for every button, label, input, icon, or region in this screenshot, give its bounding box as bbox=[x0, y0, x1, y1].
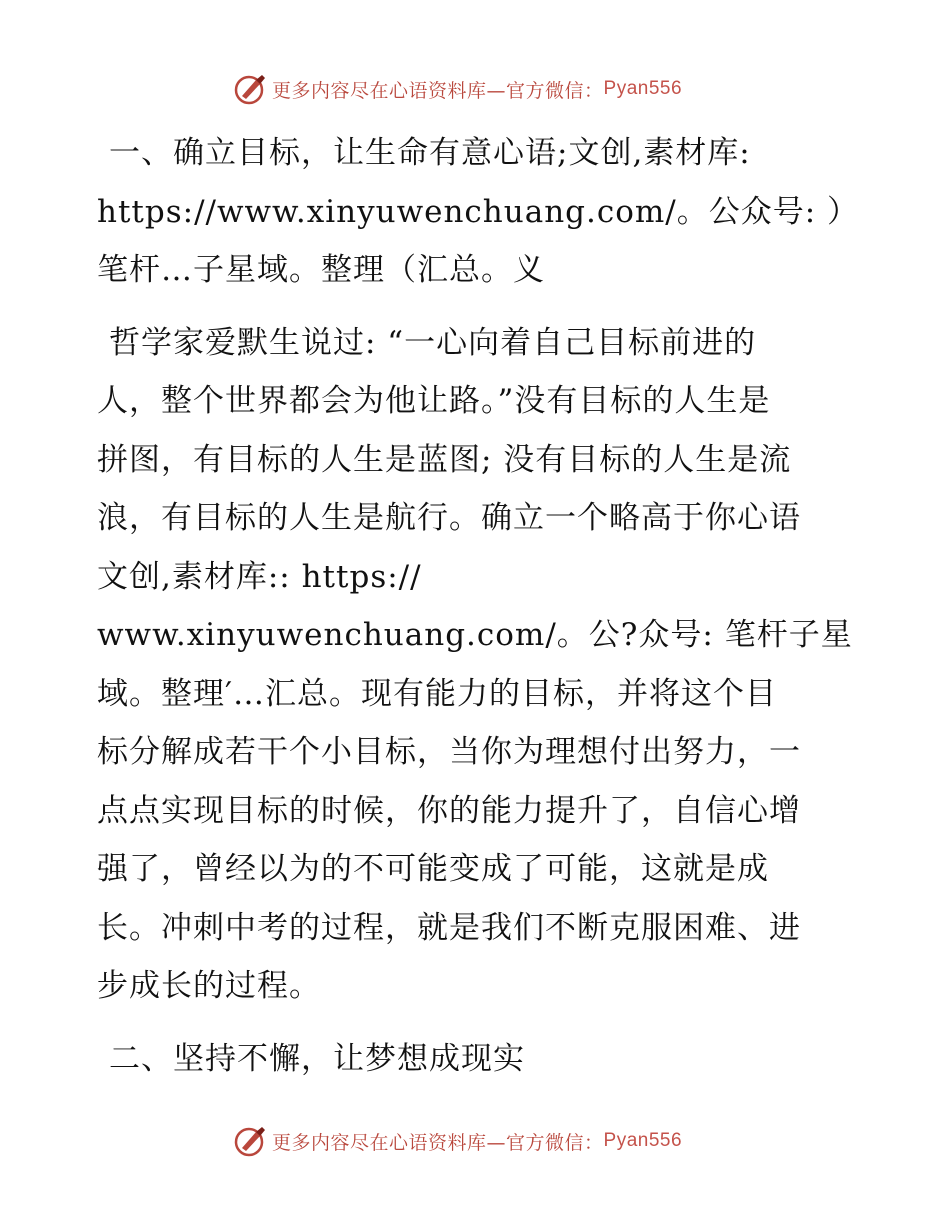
doc-line: 标分解成若干个小目标，当你为理想付出努力，一 bbox=[97, 734, 801, 770]
doc-line: 强了，曾经以为的不可能变成了可能，这就是成 bbox=[97, 851, 769, 887]
section-1 bbox=[97, 124, 860, 300]
doc-line: https://www.xinyuwenchuang.com/。公众号: ） bbox=[97, 193, 860, 230]
pen-nib-logo-icon bbox=[232, 72, 268, 106]
section-2-title: 二、坚持不懈，让梦想成现实 bbox=[109, 1040, 525, 1077]
doc-line: 笔杆…子星域。整理（汇总。义 bbox=[97, 252, 545, 288]
banner-wechat-handle: Pyan556 bbox=[603, 78, 683, 99]
banner-wechat-handle: Pyan556 bbox=[603, 1130, 683, 1151]
doc-line: 域。整理′…汇总。现有能力的目标，并将这个目 bbox=[97, 675, 778, 712]
doc-line: 浪，有目标的人生是航行。确立一个略高于你心语 bbox=[97, 500, 801, 536]
doc-line: 拼图，有目标的人生是蓝图; 没有目标的人生是流 bbox=[97, 441, 792, 478]
header-banner bbox=[232, 72, 752, 106]
footer-banner bbox=[232, 1124, 752, 1158]
doc-line: www.xinyuwenchuang.com/。公?众号: 笔杆子星 bbox=[97, 617, 853, 653]
document-body bbox=[97, 124, 860, 1088]
banner-text: 更多内容尽在心语资料库—官方微信： bbox=[272, 1131, 604, 1154]
doc-line: 步成长的过程。 bbox=[97, 968, 321, 1004]
doc-line: 人，整个世界都会为他让路。”没有目标的人生是 bbox=[97, 383, 771, 419]
doc-line: 哲学家爱默生说过: “一心向着自己目标前进的 bbox=[109, 324, 757, 361]
section-1-title: 一、确立目标，让生命有意心语;文创,素材库: bbox=[109, 135, 751, 171]
paragraph-1 bbox=[97, 314, 857, 1016]
section-2 bbox=[97, 1030, 857, 1089]
doc-line: 文创,素材库:: https:// bbox=[97, 558, 422, 595]
doc-line: 点点实现目标的时候，你的能力提升了，自信心增 bbox=[97, 792, 801, 829]
pen-nib-logo-icon bbox=[232, 1124, 268, 1158]
doc-line: 长。冲刺中考的过程，就是我们不断克服困难、进 bbox=[97, 909, 801, 946]
banner-text: 更多内容尽在心语资料库—官方微信： bbox=[272, 79, 604, 102]
